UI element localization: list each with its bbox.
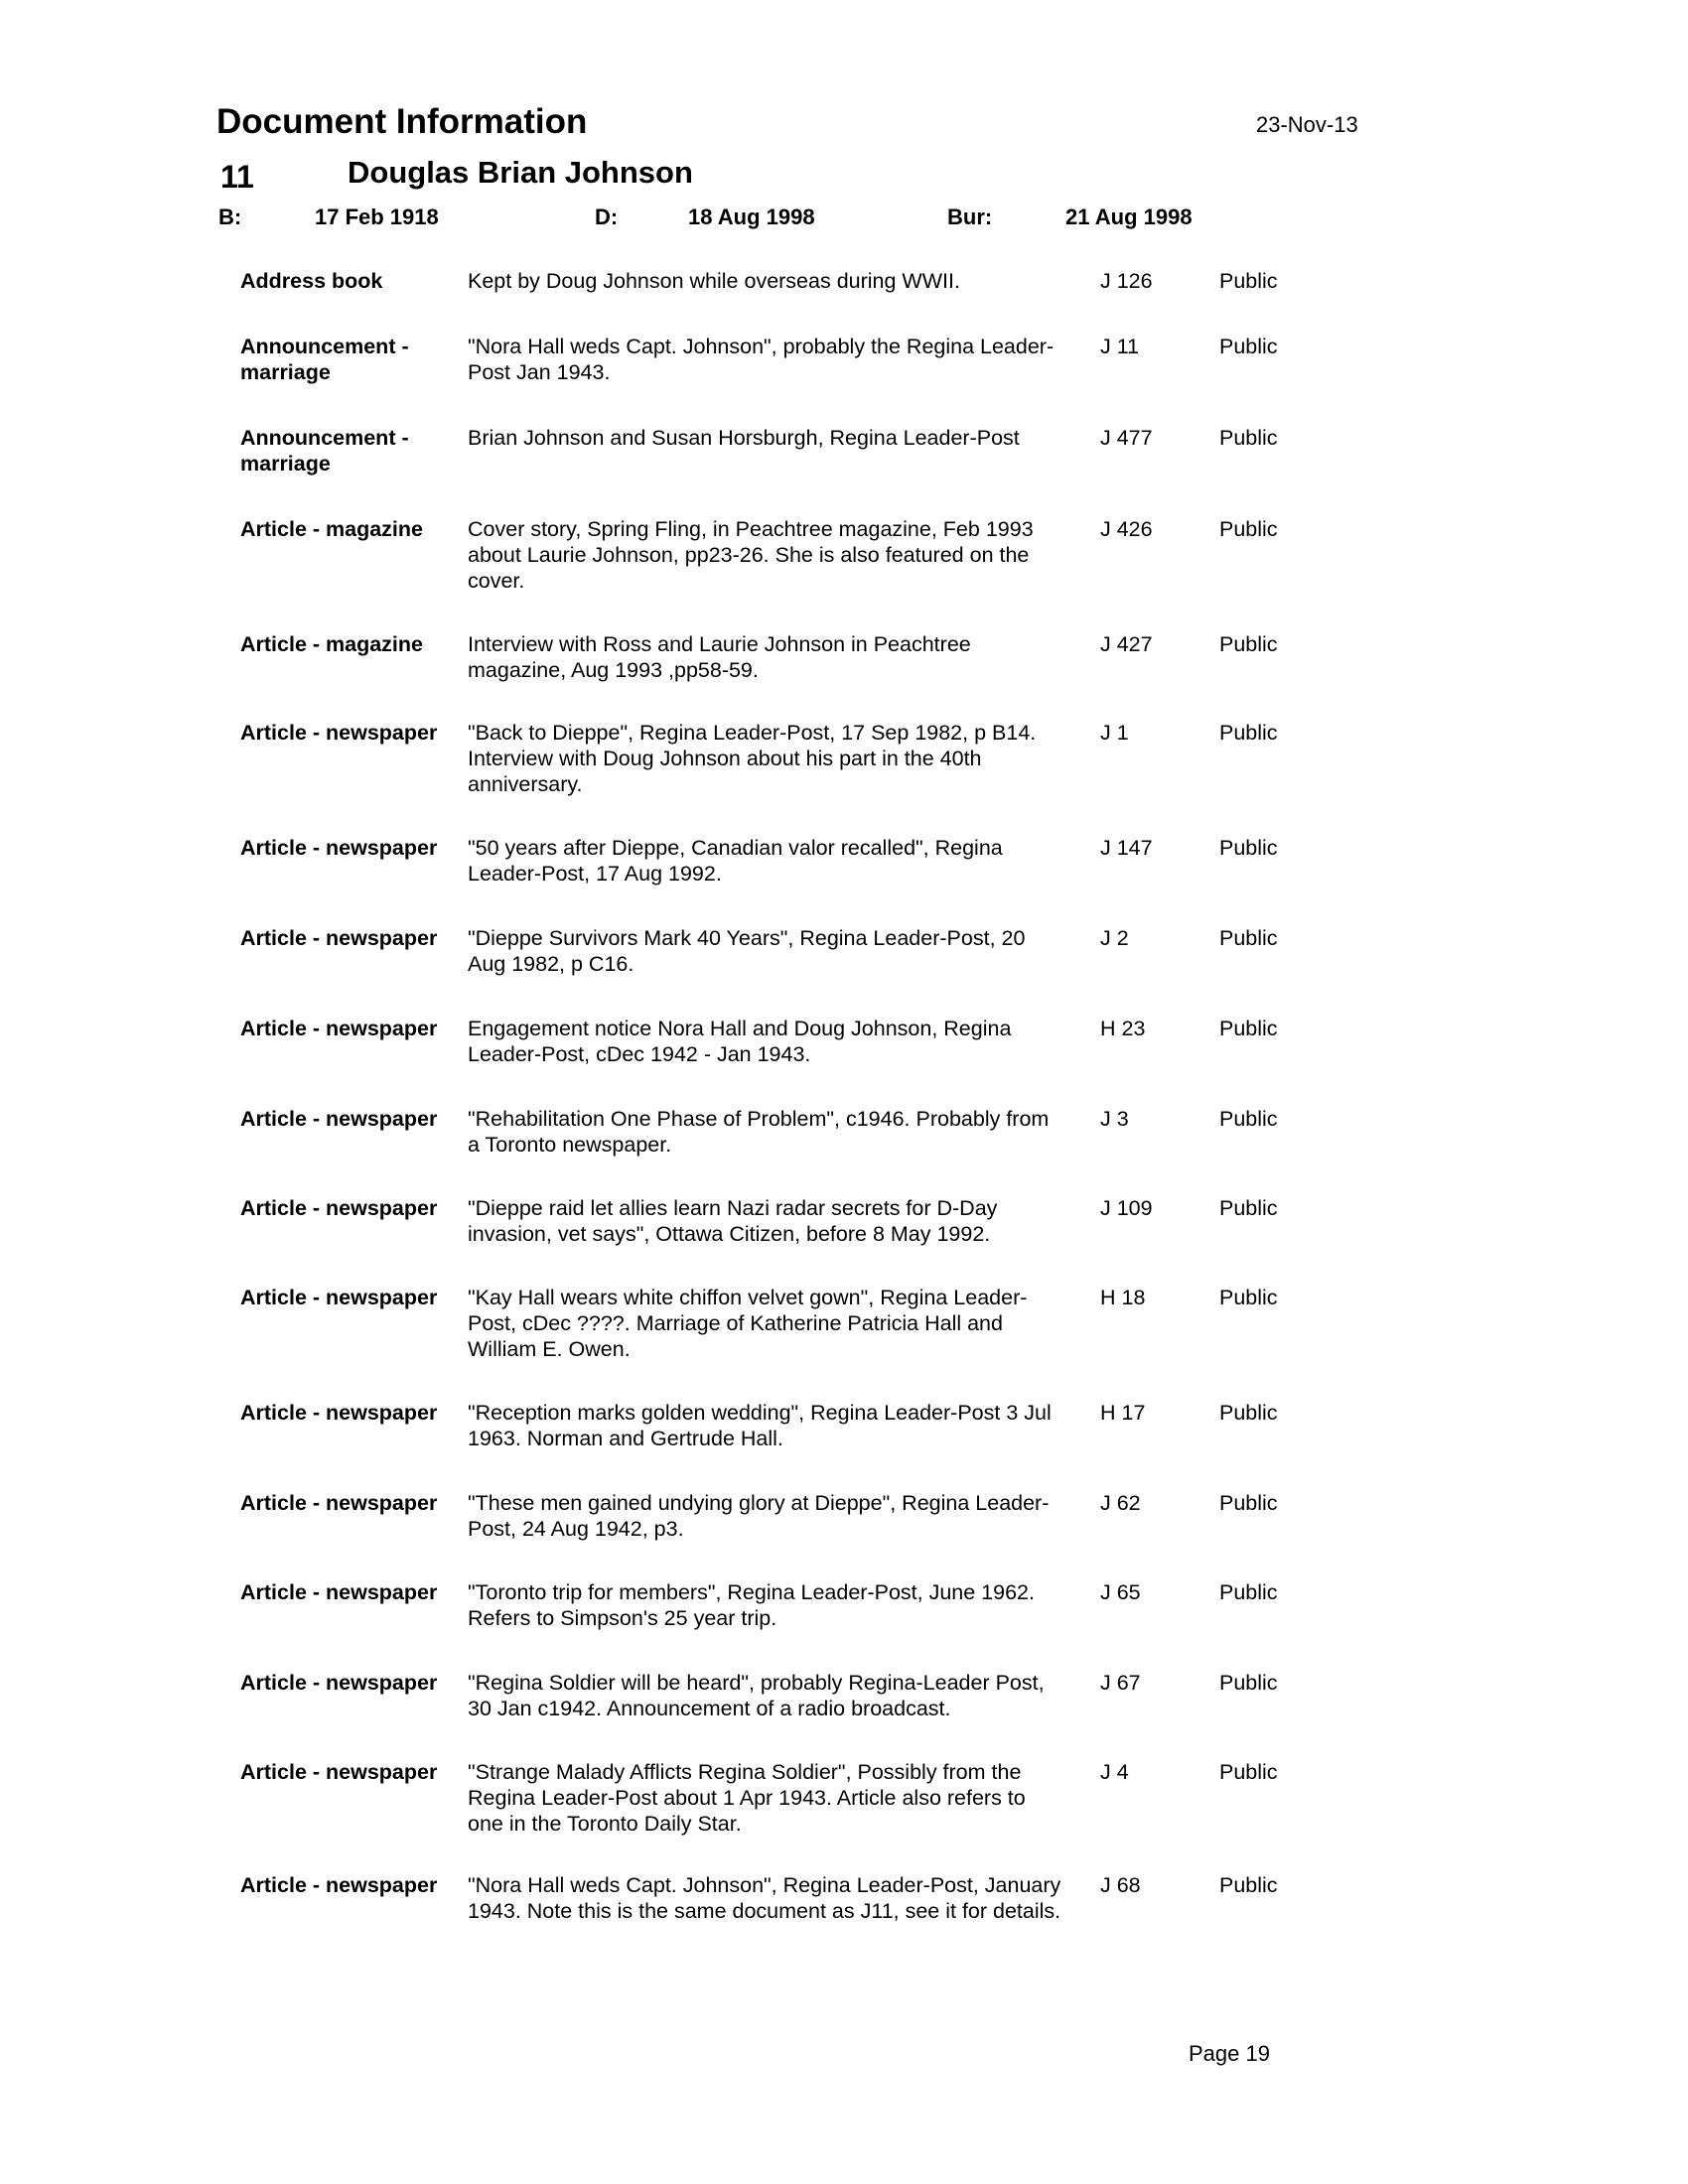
document-type: Article - newspaper bbox=[240, 1580, 438, 1604]
document-ref: J 427 bbox=[1100, 632, 1153, 656]
document-description: "Reception marks golden wedding", Regina Leader-Post 3 Jul 1963. Norman and Gertrude Hall. bbox=[468, 1401, 1052, 1450]
document-description: Kept by Doug Johnson while overseas during WWII. bbox=[468, 269, 960, 293]
document-ref: J 68 bbox=[1100, 1873, 1141, 1897]
document-description: Brian Johnson and Susan Horsburgh, Regina Leader-Post bbox=[468, 426, 1020, 450]
document-access: Public bbox=[1219, 1873, 1278, 1897]
document-access: Public bbox=[1219, 426, 1278, 450]
document-access: Public bbox=[1219, 926, 1278, 950]
document-type: Article - magazine bbox=[240, 632, 423, 656]
document-description: "Strange Malady Afflicts Regina Soldier", Possibly from the Regina Leader-Post about 1 Apr 1943. Article also refers to one in the Toronto Daily Star. bbox=[468, 1760, 1026, 1836]
document-type: Article - newspaper bbox=[240, 1286, 438, 1309]
document-access: Public bbox=[1219, 721, 1278, 745]
document-ref: H 18 bbox=[1100, 1286, 1146, 1309]
death-date: 18 Aug 1998 bbox=[688, 205, 815, 229]
document-access: Public bbox=[1219, 1107, 1278, 1131]
document-type: Announcement - marriage bbox=[240, 426, 409, 476]
document-access: Public bbox=[1219, 632, 1278, 656]
document-description: "Nora Hall weds Capt. Johnson", Regina Leader-Post, January 1943. Note this is the same document as J11, see it for details. bbox=[468, 1873, 1061, 1923]
document-description: "Dieppe Survivors Mark 40 Years", Regina Leader-Post, 20 Aug 1982, p C16. bbox=[468, 926, 1026, 976]
document-type: Article - newspaper bbox=[240, 1873, 438, 1897]
document-access: Public bbox=[1219, 1671, 1278, 1695]
document-description: Interview with Ross and Laurie Johnson in Peachtree magazine, Aug 1993 ,pp58-59. bbox=[468, 632, 971, 682]
print-date: 23-Nov-13 bbox=[1256, 112, 1358, 137]
document-ref: J 3 bbox=[1100, 1107, 1129, 1131]
person-number: 11 bbox=[220, 159, 254, 195]
document-description: "Nora Hall weds Capt. Johnson", probably the Regina Leader-Post Jan 1943. bbox=[468, 335, 1055, 384]
document-type: Article - newspaper bbox=[240, 1401, 438, 1425]
document-ref: J 426 bbox=[1100, 517, 1153, 541]
document-ref: J 4 bbox=[1100, 1760, 1129, 1784]
document-ref: J 67 bbox=[1100, 1671, 1141, 1695]
document-ref: J 11 bbox=[1100, 335, 1140, 358]
person-name: Douglas Brian Johnson bbox=[348, 155, 693, 190]
document-type: Article - newspaper bbox=[240, 1491, 438, 1515]
document-access: Public bbox=[1219, 1491, 1278, 1515]
document-type: Article - newspaper bbox=[240, 1017, 438, 1040]
document-description: "Back to Dieppe", Regina Leader-Post, 17 Sep 1982, p B14. Interview with Doug Johnson about his part in the 40th anniversary. bbox=[468, 721, 1037, 796]
document-access: Public bbox=[1219, 335, 1278, 358]
burial-label: Bur: bbox=[947, 205, 993, 229]
document-description: "Rehabilitation One Phase of Problem", c1946. Probably from a Toronto newspaper. bbox=[468, 1107, 1050, 1157]
document-type: Announcement - marriage bbox=[240, 335, 409, 384]
birth-date: 17 Feb 1918 bbox=[315, 205, 439, 229]
document-access: Public bbox=[1219, 836, 1278, 860]
document-ref: J 109 bbox=[1100, 1196, 1153, 1220]
document-description: Cover story, Spring Fling, in Peachtree magazine, Feb 1993 about Laurie Johnson, pp23-26. She is also featured on the cover. bbox=[468, 517, 1034, 593]
page-number: Page 19 bbox=[1189, 2041, 1270, 2066]
document-type: Article - newspaper bbox=[240, 721, 438, 745]
document-ref: J 126 bbox=[1100, 269, 1153, 293]
document-type: Article - newspaper bbox=[240, 1671, 438, 1695]
document-description: "Dieppe raid let allies learn Nazi radar secrets for D-Day invasion, vet says", Ottawa Citizen, before 8 May 1992. bbox=[468, 1196, 998, 1246]
document-access: Public bbox=[1219, 517, 1278, 541]
document-ref: H 23 bbox=[1100, 1017, 1146, 1040]
document-type: Article - magazine bbox=[240, 517, 423, 541]
document-ref: J 147 bbox=[1100, 836, 1153, 860]
document-ref: J 2 bbox=[1100, 926, 1129, 950]
document-type: Article - newspaper bbox=[240, 1760, 438, 1784]
burial-date: 21 Aug 1998 bbox=[1065, 205, 1193, 229]
document-access: Public bbox=[1219, 1760, 1278, 1784]
document-type: Article - newspaper bbox=[240, 1196, 438, 1220]
document-ref: J 1 bbox=[1100, 721, 1129, 745]
document-description: "These men gained undying glory at Dieppe", Regina Leader-Post, 24 Aug 1942, p3. bbox=[468, 1491, 1050, 1541]
document-description: "Regina Soldier will be heard", probably Regina-Leader Post, 30 Jan c1942. Announcement of a radio broadcast. bbox=[468, 1671, 1045, 1720]
document-description: "Toronto trip for members", Regina Leader-Post, June 1962. Refers to Simpson's 25 year trip. bbox=[468, 1580, 1035, 1630]
document-description: Engagement notice Nora Hall and Doug Johnson, Regina Leader-Post, cDec 1942 - Jan 1943. bbox=[468, 1017, 1012, 1066]
document-ref: J 65 bbox=[1100, 1580, 1141, 1604]
page-title: Document Information bbox=[216, 102, 588, 141]
document-ref: J 62 bbox=[1100, 1491, 1141, 1515]
document-type: Article - newspaper bbox=[240, 836, 438, 860]
birth-label: B: bbox=[218, 205, 242, 229]
document-access: Public bbox=[1219, 1580, 1278, 1604]
death-label: D: bbox=[595, 205, 619, 229]
document-description: "Kay Hall wears white chiffon velvet gown", Regina Leader-Post, cDec ????. Marriage of Katherine Patricia Hall and William E. Owen. bbox=[468, 1286, 1028, 1361]
document-type: Address book bbox=[240, 269, 383, 293]
document-description: "50 years after Dieppe, Canadian valor recalled", Regina Leader-Post, 17 Aug 1992. bbox=[468, 836, 1003, 886]
document-access: Public bbox=[1219, 1196, 1278, 1220]
document-type: Article - newspaper bbox=[240, 926, 438, 950]
document-ref: J 477 bbox=[1100, 426, 1153, 450]
document-access: Public bbox=[1219, 269, 1278, 293]
document-access: Public bbox=[1219, 1017, 1278, 1040]
document-access: Public bbox=[1219, 1401, 1278, 1425]
document-type: Article - newspaper bbox=[240, 1107, 438, 1131]
document-access: Public bbox=[1219, 1286, 1278, 1309]
document-ref: H 17 bbox=[1100, 1401, 1146, 1425]
